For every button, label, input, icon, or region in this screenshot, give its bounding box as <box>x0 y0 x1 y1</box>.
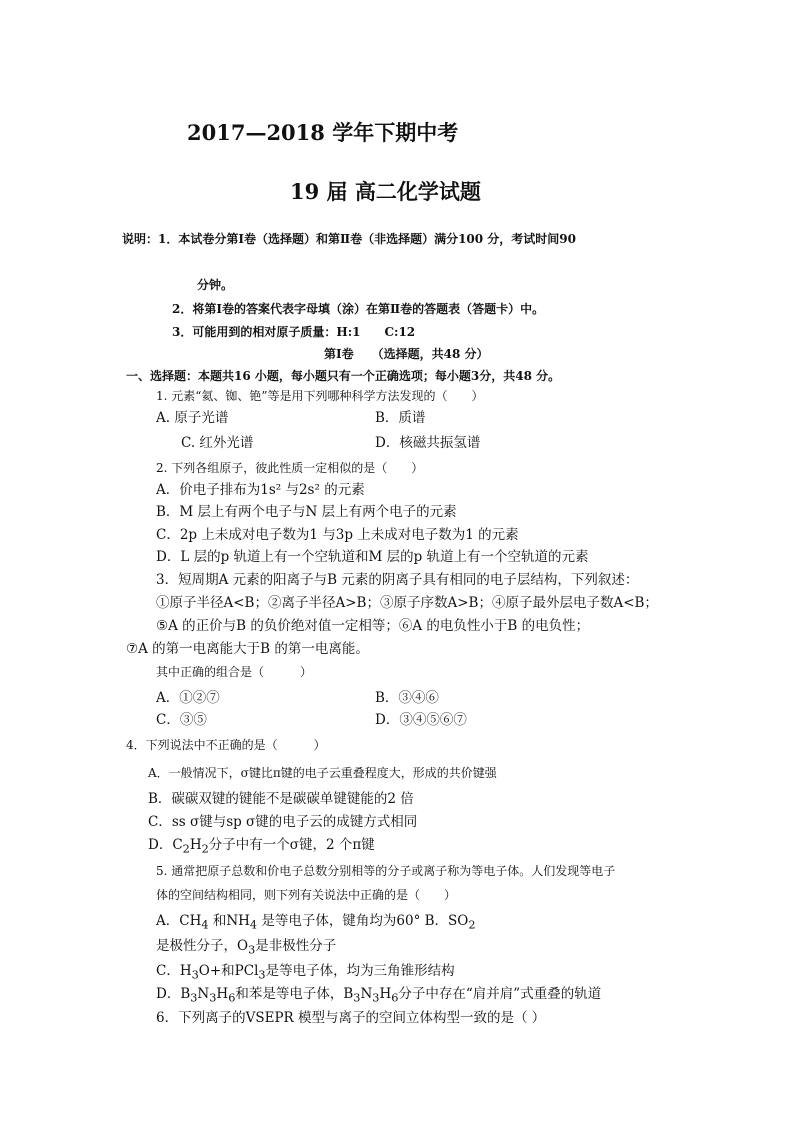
q4-option-c: C．ss σ键与sp σ键的电子云的成键方式相同 <box>148 814 418 830</box>
q3-statement-1: ①原子半径A<B；②离子半径A>B；③原子序数A>B；④原子最外层电子数A<B； <box>156 595 658 611</box>
q2-stem: 2. 下列各组原子，彼此性质一定相似的是（ ） <box>156 461 424 475</box>
q3-statement-2: ⑤A 的正价与B 的负价绝对值一定相等；⑥A 的电负性小于B 的电负性； <box>156 618 590 634</box>
q1-option-d: D．核磁共振氢谱 <box>375 435 481 451</box>
q4-option-b: B．碳碳双键的键能不是碳碳单键键能的2 倍 <box>148 791 414 807</box>
q5-option-a: A．$CH_4$ 和$NH_4$ 是等电子体，键角均为60° B．$SO_2$ <box>156 913 476 932</box>
q2-option-b: B．M 层上有两个电子与N 层上有两个电子的元素 <box>156 504 457 520</box>
q3-option-b: B．③④⑥ <box>375 690 439 706</box>
q1-option-a: A. 原子光谱 <box>156 410 229 426</box>
q4-stem: 4．下列说法中不正确的是（ ） <box>126 738 326 752</box>
q1-option-b: B．质谱 <box>375 410 426 426</box>
q5-option-d: D．$B_3N_3H_6$和苯是等电子体，$B_3N_3H_6$分子中存在“肩并肩”式重叠的轨道 <box>156 986 602 1005</box>
q3-option-c: C．③⑤ <box>156 712 207 728</box>
q5-option-b: 是极性分子，$O_3$是非极性分子 <box>156 938 337 957</box>
note-3: 3．可能用到的相对原子质量：H:1 C:12 <box>172 325 416 339</box>
q2-option-d: D．L 层的p 轨道上有一个空轨道和M 层的p 轨道上有一个空轨道的元素 <box>156 549 589 565</box>
q3-statement-3: ⑦A 的第一电离能大于B 的第一电离能。 <box>126 641 369 657</box>
q6-stem: 6．下列离子的VSEPR 模型与离子的空间立体构型一致的是（ ） <box>156 1010 546 1026</box>
note-1: 说明：1．本试卷分第Ⅰ卷（选择题）和第Ⅱ卷（非选择题）满分100 分，考试时间90 <box>122 232 577 246</box>
note-1-cont: 分钟。 <box>197 278 234 292</box>
q5-stem-line-1: 5. 通常把原子总数和价电子总数分别相等的分子或离子称为等电子体。人们发现等电子 <box>156 864 616 878</box>
part-heading: 第Ⅰ卷 （选择题，共48 分） <box>324 347 489 361</box>
q4-option-a: A．一般情况下，σ键比π键的电子云重叠程度大，形成的共价键强 <box>148 766 497 780</box>
exam-subtitle: 19 届 高二化学试题 <box>290 179 481 204</box>
q5-option-c: C．$H_3O+$和PCl$_3$是等电子体，均为三角锥形结构 <box>156 963 455 982</box>
q3-option-a: A．①②⑦ <box>156 690 220 706</box>
q3-option-d: D．③④⑤⑥⑦ <box>375 712 467 728</box>
q2-option-c: C．2p 上未成对电子数为1 与3p 上未成对电子数为1 的元素 <box>156 527 519 543</box>
q1-stem: 1. 元素“氦、铷、铯”等是用下列哪种科学方法发现的（ ） <box>156 389 484 403</box>
note-2: 2．将第Ⅰ卷的答案代表字母填（涂）在第Ⅱ卷的答题表（答题卡）中。 <box>172 302 545 316</box>
q4-option-d: D．$C_2H_2$分子中有一个σ键，2 个π键 <box>148 837 375 856</box>
q5-stem-line-2: 体的空间结构相同，则下列有关说法中正确的是（ ） <box>156 888 457 902</box>
q3-prompt: 其中正确的组合是（ ） <box>156 665 313 679</box>
exam-title: 2017—2018 学年下期中考 <box>187 120 459 145</box>
q1-option-c: C. 红外光谱 <box>181 435 254 451</box>
q2-option-a: A．价电子排布为1s² 与2s² 的元素 <box>156 482 365 498</box>
q3-stem: 3．短周期A 元素的阳离子与B 元素的阴离子具有相同的电子层结构，下列叙述： <box>156 572 639 588</box>
section-heading: 一、选择题：本题共16 小题，每小题只有一个正确选项；每小题3分，共48 分。 <box>126 369 561 383</box>
